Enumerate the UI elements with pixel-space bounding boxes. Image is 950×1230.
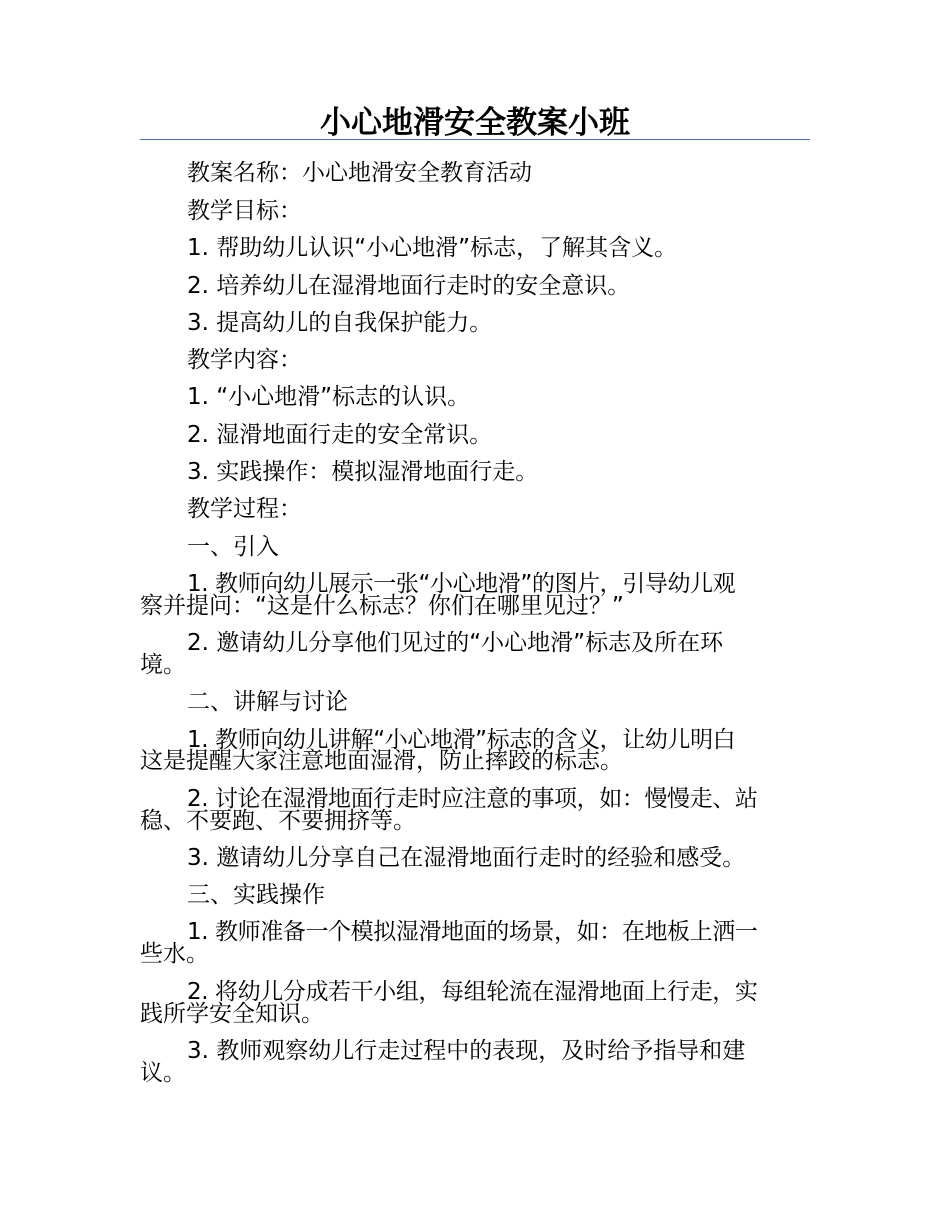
title-underline	[140, 139, 810, 140]
process-item-continuation: 境。	[140, 652, 186, 678]
objective-item: 3. 提高幼儿的自我保护能力。	[187, 310, 493, 336]
process-item-continuation: 些水。	[140, 941, 209, 967]
content-item: 2. 湿滑地面行走的安全常识。	[187, 422, 493, 448]
subsection-heading: 二、讲解与讨论	[187, 689, 348, 715]
section-heading-content: 教学内容：	[187, 347, 302, 373]
process-item: 2. 将幼儿分成若干小组，每组轮流在湿滑地面上行走，实	[187, 979, 758, 1005]
process-item-continuation: 察并提问：“这是什么标志？你们在哪里见过？”	[140, 593, 624, 619]
process-item-continuation: 这是提醒大家注意地面湿滑，防止摔跤的标志。	[140, 748, 623, 774]
process-item: 3. 教师观察幼儿行走过程中的表现，及时给予指导和建	[187, 1038, 746, 1064]
subsection-heading: 一、引入	[187, 534, 279, 560]
process-item: 2. 讨论在湿滑地面行走时应注意的事项，如：慢慢走、站	[187, 786, 758, 812]
process-item-continuation: 稳、不要跑、不要拥挤等。	[140, 808, 416, 834]
process-item-continuation: 践所学安全知识。	[140, 1001, 324, 1027]
subsection-heading: 三、实践操作	[187, 882, 325, 908]
content-item: 1. “小心地滑”标志的认识。	[187, 384, 471, 410]
process-item-continuation: 议。	[140, 1060, 186, 1086]
section-heading-process: 教学过程：	[187, 496, 302, 522]
process-item: 1. 教师向幼儿展示一张“小心地滑”的图片，引导幼儿观	[187, 571, 736, 597]
process-item: 3. 邀请幼儿分享自己在湿滑地面行走时的经验和感受。	[187, 845, 746, 871]
process-item: 1. 教师向幼儿讲解“小心地滑”标志的含义，让幼儿明白	[187, 727, 736, 753]
lesson-name: 教案名称：小心地滑安全教育活动	[187, 160, 532, 186]
section-heading-objectives: 教学目标：	[187, 198, 302, 224]
document-title: 小心地滑安全教案小班	[320, 105, 630, 141]
content-item: 3. 实践操作：模拟湿滑地面行走。	[187, 459, 539, 485]
process-item: 2. 邀请幼儿分享他们见过的“小心地滑”标志及所在环	[187, 630, 724, 656]
objective-item: 2. 培养幼儿在湿滑地面行走时的安全意识。	[187, 273, 631, 299]
objective-item: 1. 帮助幼儿认识“小心地滑”标志，了解其含义。	[187, 235, 678, 261]
process-item: 1. 教师准备一个模拟湿滑地面的场景，如：在地板上洒一	[187, 919, 758, 945]
